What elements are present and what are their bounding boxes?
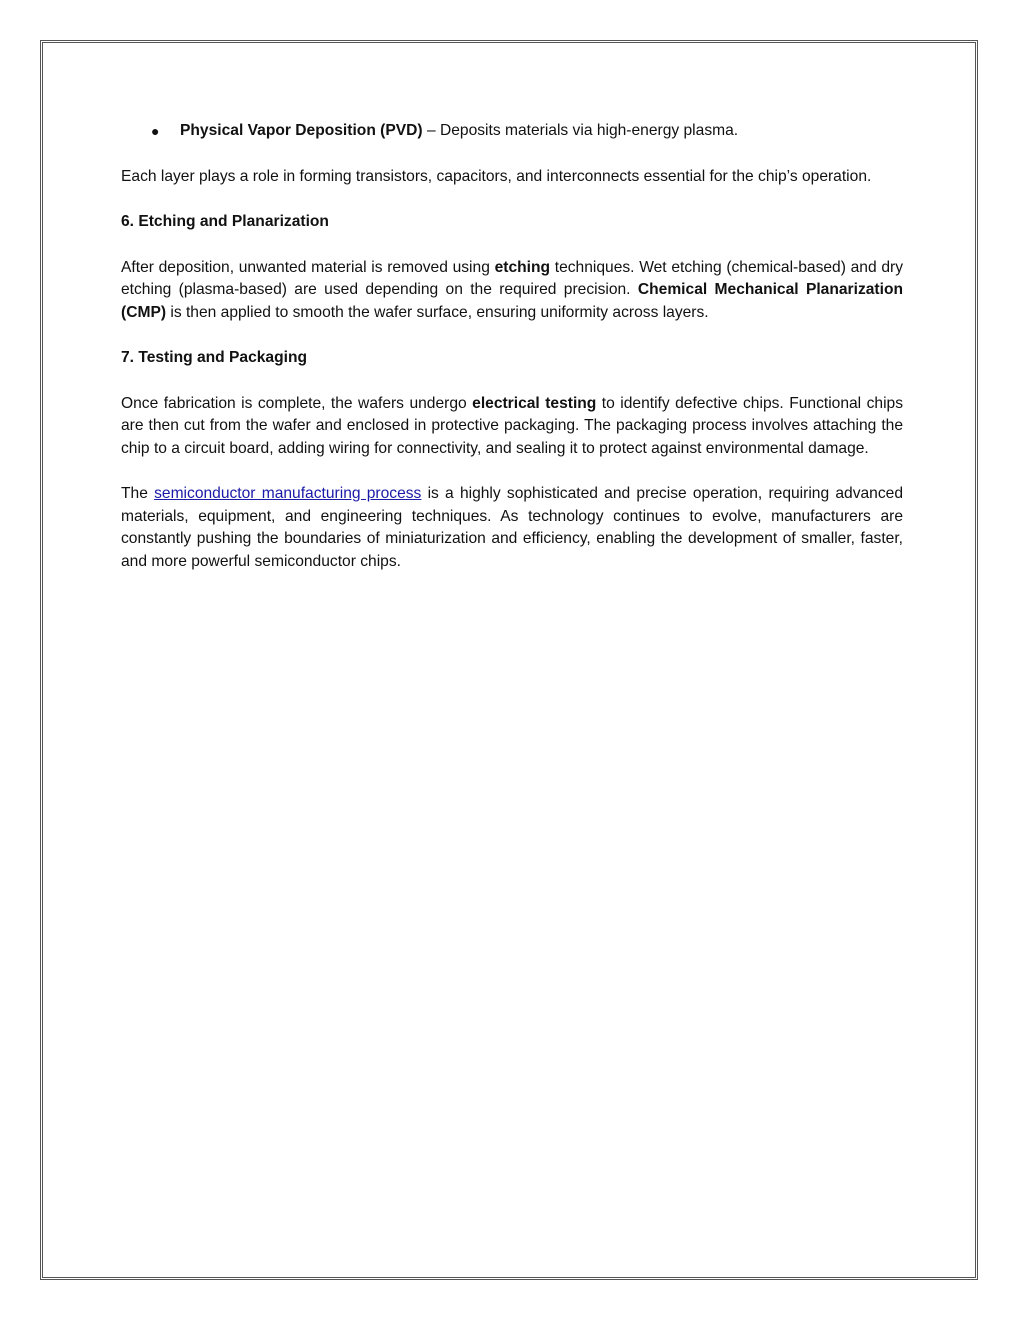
pvd-description: – Deposits materials via high-energy plasma. bbox=[422, 122, 739, 139]
paragraph-layers: Each layer plays a role in forming transistors, capacitors, and interconnects essential for the chip’s operation. bbox=[121, 167, 872, 185]
heading-testing: 7. Testing and Packaging bbox=[121, 349, 308, 366]
text-run: techniques. Wet etching (chemical-based) and dry etching (plasma-based) are used depending on the required precision. bbox=[121, 258, 903, 298]
paragraph-etching bbox=[121, 257, 903, 325]
bold-term: etching bbox=[494, 258, 551, 276]
bullet-icon: ● bbox=[151, 123, 160, 139]
bold-term: electrical testing bbox=[472, 394, 597, 412]
text-run: to identify defective chips. Functional chips are then cut from the wafer and enclosed in protective packaging. The packaging process involves attaching the chip to a circuit board, adding wiring for connectivity, and sealing it to protect against environmental damage. bbox=[121, 394, 904, 457]
text-run: After deposition, unwanted material is removed using bbox=[121, 258, 495, 276]
heading-etching: 6. Etching and Planarization bbox=[121, 213, 329, 230]
text-run: The bbox=[121, 485, 155, 502]
text-run: is a highly sophisticated and precise operation, requiring advanced materials, equipment, and engineering techniques. As technology continues to evolve, manufacturers are constantly pushing the boundaries of miniaturization and efficiency, enabling the development of smaller, faster, and more powerful semiconductor chips. bbox=[121, 485, 903, 570]
text-run: Once fabrication is complete, the wafers undergo bbox=[121, 394, 473, 412]
text-run: is then applied to smooth the wafer surface, ensuring uniformity across layers. bbox=[166, 303, 709, 321]
document-body bbox=[121, 120, 903, 596]
pvd-term: Physical Vapor Deposition (PVD) bbox=[180, 122, 423, 139]
semiconductor-process-link[interactable]: semiconductor manufacturing process bbox=[154, 485, 422, 502]
paragraph-testing bbox=[121, 393, 903, 461]
paragraph-conclusion bbox=[121, 483, 903, 573]
list-item bbox=[121, 120, 903, 143]
bold-term: Chemical Mechanical Planarization (CMP) bbox=[121, 281, 903, 321]
